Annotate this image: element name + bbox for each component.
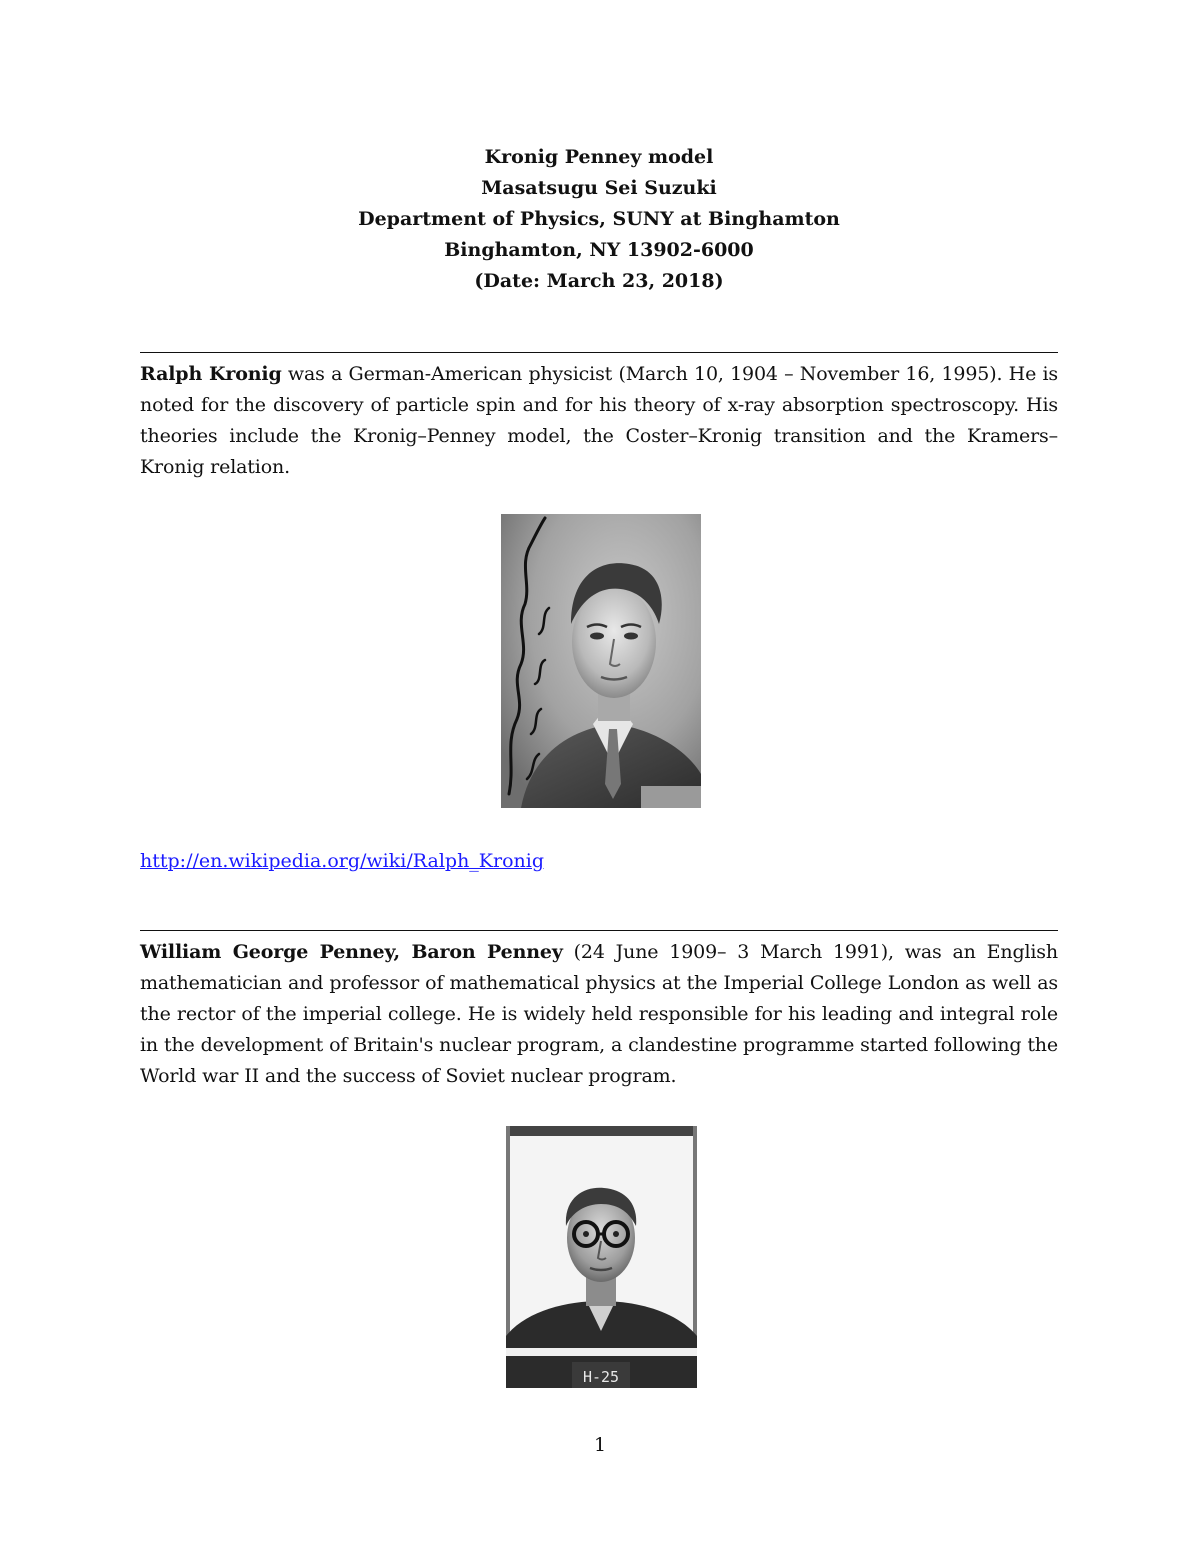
address: Binghamton, NY 13902-6000 — [444, 239, 754, 261]
penney-bio: (24 June 1909– 3 March 1991), was an English mathematician and professor of mathematical physics at the Imperial College London as well as the rector of the imperial college. He is widely held responsible for his leading and integral role in the development of Britain's nuclear program, a clandestine programme started following the World war II and the success of Soviet nuclear program. — [140, 941, 1058, 1087]
page-number: 1 — [593, 1434, 607, 1456]
kronig-paragraph — [140, 359, 1058, 483]
section-divider — [140, 352, 1058, 353]
kronig-name: Ralph Kronig — [140, 363, 282, 385]
document-date: (Date: March 23, 2018) — [474, 270, 724, 292]
penney-badge-text: H-25 — [582, 1368, 620, 1386]
kronig-photo — [501, 514, 701, 808]
section-divider — [140, 930, 1058, 931]
department: Department of Physics, SUNY at Binghamton — [358, 208, 840, 230]
penney-paragraph — [140, 937, 1058, 1092]
document-title: Kronig Penney model — [484, 146, 714, 168]
penney-photo — [506, 1126, 697, 1388]
penney-name: William George Penney, Baron Penney — [140, 941, 563, 963]
kronig-bio: was a German-American physicist (March 10, 1904 – November 16, 1995). He is noted for the discovery of particle spin and for his theory of x-ray absorption spectroscopy. His theories include the Kronig–Penney model, the Coster–Kronig transition and the Kramers–Kronig relation. — [140, 363, 1058, 478]
kronig-wikipedia-link[interactable]: http://en.wikipedia.org/wiki/Ralph_Kronig — [140, 850, 544, 872]
author-name: Masatsugu Sei Suzuki — [481, 177, 717, 199]
document-header — [140, 142, 1058, 297]
